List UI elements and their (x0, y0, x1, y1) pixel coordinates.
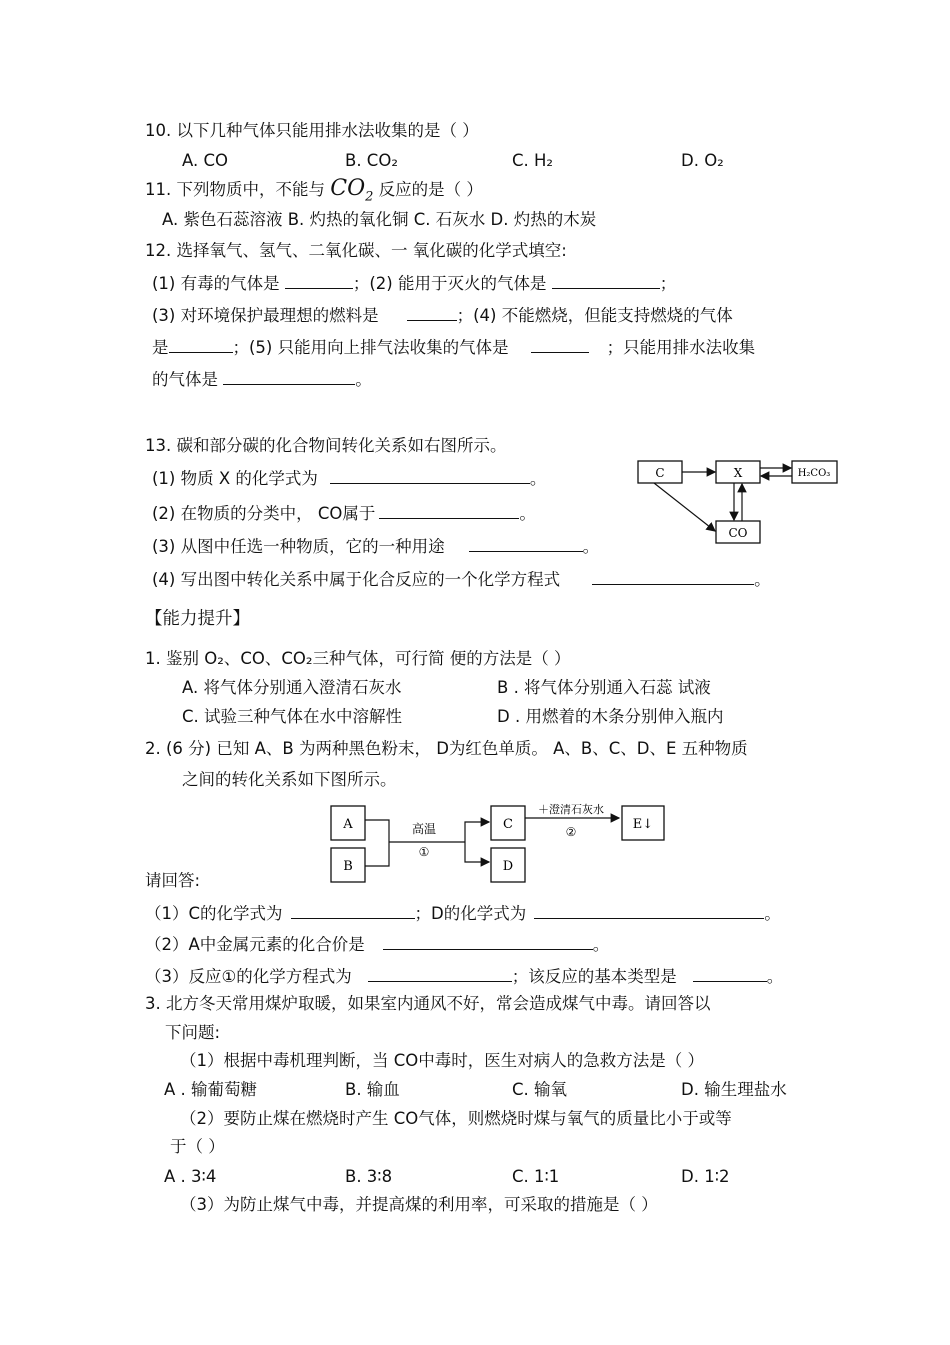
p3-q2-line-2: 于（ ） (170, 1137, 225, 1156)
q13-sub-1: (1) 物质 X 的化学式为 。 (152, 469, 547, 488)
answer-blank[interactable] (223, 369, 355, 385)
answer-blank[interactable] (285, 273, 353, 289)
p3-q1-option-c[interactable]: C. 输氧 (512, 1080, 568, 1099)
p3-q1-option-d[interactable]: D. 输生理盐水 (681, 1080, 787, 1099)
node-c-label: C (655, 466, 665, 480)
p3-q2-option-b[interactable]: B. 3∶8 (345, 1167, 393, 1186)
p3-q2: （2）要防止煤在燃烧时产生 CO气体，则燃烧时煤与氧气的质量比小于或等 (180, 1109, 732, 1128)
answer-blank[interactable] (407, 305, 457, 321)
p3-stem-2: 下问题: (165, 1023, 221, 1042)
node-e-label: E↓ (632, 817, 654, 832)
condition-limewater: ＋澄清石灰水 (538, 803, 604, 816)
q13-stem: 13. 碳和部分碳的化合物间转化关系如右图所示。 (145, 436, 507, 455)
condition-high-temp: 高温 (411, 822, 437, 836)
reaction-2-number: ② (565, 825, 577, 839)
p3-q1-option-b[interactable]: B. 输血 (345, 1080, 400, 1099)
p2-stem: 2. (6 分) 已知 A、B 为两种黑色粉末， D为红色单质。 A、B、C、D、E 五种物质 (145, 739, 748, 758)
q10-option-c[interactable]: C. H₂ (512, 151, 554, 170)
reaction-1-number: ① (418, 845, 430, 859)
answer-blank[interactable] (592, 569, 754, 585)
p2-reaction-diagram (325, 800, 670, 886)
answer-blank[interactable] (291, 903, 415, 919)
answer-blank[interactable] (693, 966, 767, 982)
p3-q2-option-d[interactable]: D. 1∶2 (681, 1167, 730, 1186)
q13-sub-2: (2) 在物质的分类中， CO属于 。 (152, 504, 536, 523)
node-co-label: CO (728, 526, 748, 540)
answer-blank[interactable] (379, 503, 519, 519)
q12-line-3: 是 ；(5) 只能用向上排气法收集的气体是 ；只能用排水法收集 (152, 338, 756, 357)
p3-q2-option-c[interactable]: C. 1∶1 (512, 1167, 560, 1186)
q10-option-a[interactable]: A. CO (182, 151, 228, 170)
p1-stem: 1. 鉴别 O₂、CO、CO₂三种气体，可行简 便的方法是（ ） (145, 649, 571, 668)
node-c-label: C (503, 817, 513, 832)
q12-line-1: (1) 有毒的气体是 ；(2) 能用于灭火的气体是 ； (152, 274, 677, 293)
answer-blank[interactable] (368, 966, 512, 982)
p1-option-a[interactable]: A. 将气体分别通入澄清石灰水 (182, 678, 402, 697)
arrow-c-to-co (654, 483, 715, 531)
p1-option-b[interactable]: B . 将气体分别通入石蕊 试液 (497, 678, 711, 697)
line-a-join (365, 820, 389, 842)
arrow-to-d (465, 842, 489, 862)
node-b-label: B (343, 859, 353, 874)
node-h2co3-label: H₂CO₃ (797, 468, 831, 479)
q11-options: A. 紫色石蕊溶液 B. 灼热的氧化铜 C. 石灰水 D. 灼热的木炭 (162, 210, 597, 229)
p2-sub-1: （1）C的化学式为 ；D的化学式为 。 (145, 904, 781, 923)
p1-option-d[interactable]: D . 用燃着的木条分别伸入瓶内 (497, 707, 724, 726)
q12-stem: 12. 选择氧气、氢气、二氧化碳、一 氧化碳的化学式填空: (145, 241, 567, 260)
q12-line-2: (3) 对环境保护最理想的燃料是 ；(4) 不能燃烧，但能支持燃烧的气体 (152, 306, 733, 325)
carbon-conversion-diagram (630, 455, 845, 550)
p3-q2-option-a[interactable]: A . 3∶4 (164, 1167, 217, 1186)
q10-stem: 10. 以下几种气体只能用排水法收集的是（ ） (145, 121, 479, 140)
answer-blank[interactable] (169, 337, 233, 353)
p1-option-c[interactable]: C. 试验三种气体在水中溶解性 (182, 707, 403, 726)
p3-q1: （1）根据中毒机理判断，当 CO中毒时，医生对病人的急救方法是（ ） (180, 1051, 704, 1070)
p2-answer-prompt: 请回答: (145, 871, 201, 890)
answer-blank[interactable] (330, 468, 530, 484)
answer-blank[interactable] (534, 903, 764, 919)
section-title: 【能力提升】 (145, 609, 250, 629)
p2-sub-3: （3）反应①的化学方程式为 ；该反应的基本类型是 。 (145, 967, 784, 986)
p3-stem: 3. 北方冬天常用煤炉取暖，如果室内通风不好，常会造成煤气中毒。请回答以 (145, 994, 711, 1013)
p2-stem-2: 之间的转化关系如下图所示。 (182, 770, 397, 789)
q11-stem: 11. 下列物质中，不能与 $CO_2$ 反应的是（ ） (145, 176, 483, 205)
node-a-label: A (343, 817, 353, 832)
answer-blank[interactable] (531, 337, 589, 353)
p2-sub-2: （2）A中金属元素的化合价是 。 (145, 935, 610, 954)
line-b-join (365, 842, 389, 866)
p3-q1-option-a[interactable]: A . 输葡萄糖 (164, 1080, 258, 1099)
p3-q3: （3）为防止煤气中毒，并提高煤的利用率，可采取的措施是（ ） (180, 1195, 658, 1214)
co2-formula-image: $CO_2$ (330, 176, 374, 205)
answer-blank[interactable] (383, 934, 593, 950)
node-d-label: D (502, 859, 514, 874)
q13-sub-4: (4) 写出图中转化关系中属于化合反应的一个化学方程式 。 (152, 570, 771, 589)
q10-option-d[interactable]: D. O₂ (681, 151, 724, 170)
q12-line-4: 的气体是 。 (152, 370, 372, 389)
answer-blank[interactable] (469, 536, 583, 552)
answer-blank[interactable] (552, 273, 660, 289)
node-x-label: X (733, 466, 743, 480)
q13-sub-3: (3) 从图中任选一种物质，它的一种用途 。 (152, 537, 600, 556)
q10-option-b[interactable]: B. CO₂ (345, 151, 398, 170)
arrow-to-c (465, 822, 489, 842)
